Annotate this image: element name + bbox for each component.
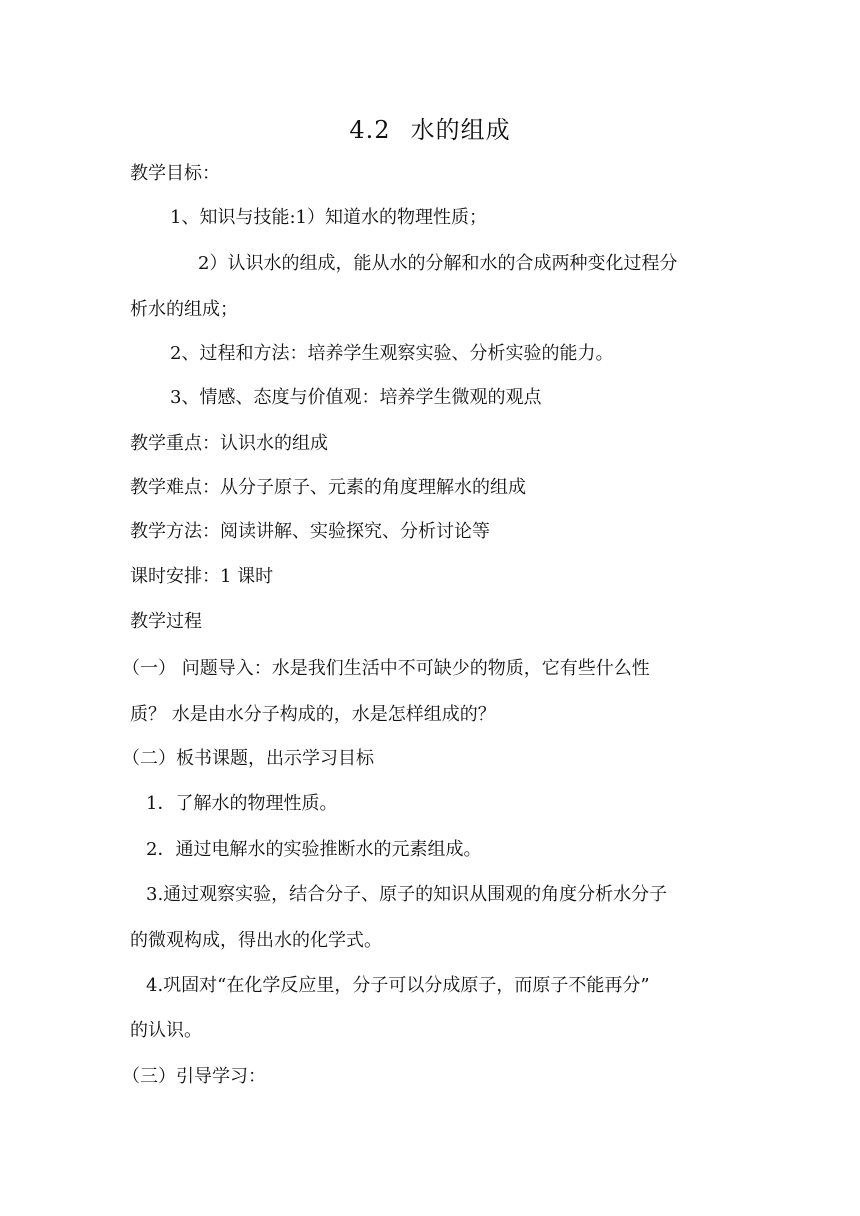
- learning-goal-4: 4.巩固对“在化学反应里，分子可以分成原子，而原子不能再分”: [146, 975, 650, 996]
- teaching-process-heading: 教学过程: [130, 611, 202, 632]
- teaching-methods: 教学方法：阅读讲解、实验探究、分析讨论等: [130, 521, 490, 542]
- section-one-intro: （一） 问题导入：水是我们生活中不可缺少的物质，它有些什么性: [122, 658, 650, 679]
- section-two-heading: （二）板书课题，出示学习目标: [122, 748, 374, 769]
- objective-knowledge-sub-2: 2）认识水的组成，能从水的分解和水的合成两种变化过程分: [198, 253, 678, 274]
- learning-goal-1: 1．了解水的物理性质。: [146, 793, 338, 814]
- section-three-heading: （三）引导学习：: [122, 1066, 266, 1087]
- teaching-key-point: 教学重点：认识水的组成: [130, 433, 328, 454]
- objective-process-methods: 2、过程和方法：培养学生观察实验、分析实验的能力。: [170, 343, 614, 364]
- teaching-objectives-heading: 教学目标：: [130, 163, 220, 184]
- teaching-difficulty: 教学难点：从分子原子、元素的角度理解水的组成: [130, 477, 526, 498]
- learning-goal-3: 3.通过观察实验，结合分子、原子的知识从围观的角度分析水分子: [146, 884, 668, 905]
- objective-knowledge-sub-2-cont: 析水的组成；: [130, 299, 238, 320]
- learning-goal-4-cont: 的认识。: [130, 1020, 202, 1041]
- title-text: 水的组成: [410, 116, 511, 144]
- objective-knowledge-skills: 1、知识与技能:1）知道水的物理性质；: [170, 207, 487, 228]
- document-title: [0, 110, 860, 145]
- section-one-intro-cont: 质？ 水是由水分子构成的，水是怎样组成的？: [130, 704, 496, 725]
- learning-goal-3-cont: 的微观构成，得出水的化学式。: [130, 930, 382, 951]
- class-hours: 课时安排：1 课时: [130, 566, 274, 587]
- title-number: 4.2: [349, 116, 391, 144]
- learning-goal-2: 2．通过电解水的实验推断水的元素组成。: [146, 839, 482, 860]
- objective-emotion-values: 3、情感、态度与价值观：培养学生微观的观点: [170, 387, 542, 408]
